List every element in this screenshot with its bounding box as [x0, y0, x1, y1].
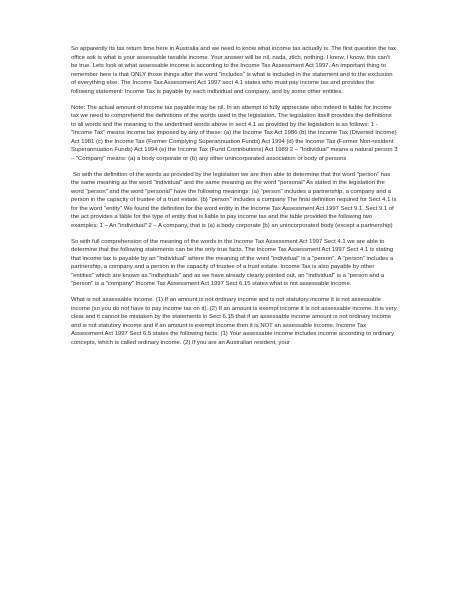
paragraph-sect-4-1-conclusion: So with full comprehension of the meaning of the words in the Income Tax Assessment Act 1997 Sect 4.1 we are able to determine that the following statements can be the only true facts. The Income Tax Assessment Act 1997 Sect 4.1 is stating that income tax is payable by an "Individual" where the meaning of the word "individual" is a "person". A "person" includes a partnership, a company and a person in the capacity of trustee of a trust estate. Income Tax is also payable by other "entities" which are known as "individuals" and as we have already clearly pointed out, an "individual" is a "person and a "person" is a "company" Income Tax Assessment Act 1997 Sect 6.15 states what is not assessable income. — [71, 238, 394, 287]
paragraph-note-definitions: Note: The actual amount of income tax payable may be nil. In an attempt to fully appreciate who indeed is liable for income tax we need to comprehend the definitions of the words used in the legislation. The legislation itself provides the definitions to all words and the meaning to the underlined words above in sect 4.1 as provided by the legislation is as follows: 1 - "Income Tax" means income tax imposed by any of these: (a) the Income Tax Act 1986 (b) the Income Tax (Diverted Income) Act 1981 (c) the Income Tax (Former Complying Superannuation Funds) Act 1994 (d) the Income Tax (Former Non-resident Superannuation Funds) Act 1994 (e) the Income Tax (Fund Contributions) Act 1989 2 – "Individual" means a natural person 3 – "Company" means: (a) a body corporate or (b) any other unincorporated association or body of persons — [71, 104, 398, 162]
paragraph-not-assessable-income: What is not assessable income. (1) If an amount is not ordinary income and is not statutory income it is not assessable income (so you do not have to pay income tax on it). (2) If an amount is exempt income it is not assessable income. It is very clear and it cannot be mistaken by the statements in Sect 6.15 that if an assessable income amount is not ordinary income and is not statutory income and if an amount is exempt income then it is NOT an assessable income. Income Tax Assessment Act 1997 Sect 6.5 states the following facts: (1) Your assessable income includes income according to ordinary concepts, which is called ordinary income. (2) If you are an Australian resident, your — [71, 297, 397, 346]
paragraph-person-definition: So with the definition of the words as provided by the legislation we are then able to determine that the word "person" has the same meaning as the word "individual" and the same meaning as the word "personal" As stated in the legislation the word "person" and the word "personal" have the following meanings: (a) "person" includes a partnership, a company and a person in the capacity of trustee of a trust estate. (b) "person" includes a company The final definition required for Sect 4.1 is for the word "entity" We found the definition for the word entity in the Income Tax Assessment Act 1997 Sect 9.1. Sect 9.1 of the act provides a table for the type of entity that is liable to pay income tax and the table provided the following two examples: 1 – An "individual" 2 – A company, that is (a) a body corporate (b) an unincorporated body (except a partnership) — [71, 171, 397, 229]
paragraph-intro: So apparently its tax return time here in Australia and we need to know what income tax actually is. The first question the tax office ask is what is your assessable taxable income. Your answer will be nil, nada, zilch, nothing. I know, I know, this can't be true. Lets look at what assessable income is according to the Income Tax Assessment Act 1997. An important thing to remember here is that ONLY those things after the word "includes" is what is included in the statement and to the exclusion of everything else. The Income Tax Assessment Act 1997 sect 4.1 states who must pay income tax and provides the following statement: Income Tax is payable by each individual and company, and by some other entities. — [71, 46, 396, 95]
